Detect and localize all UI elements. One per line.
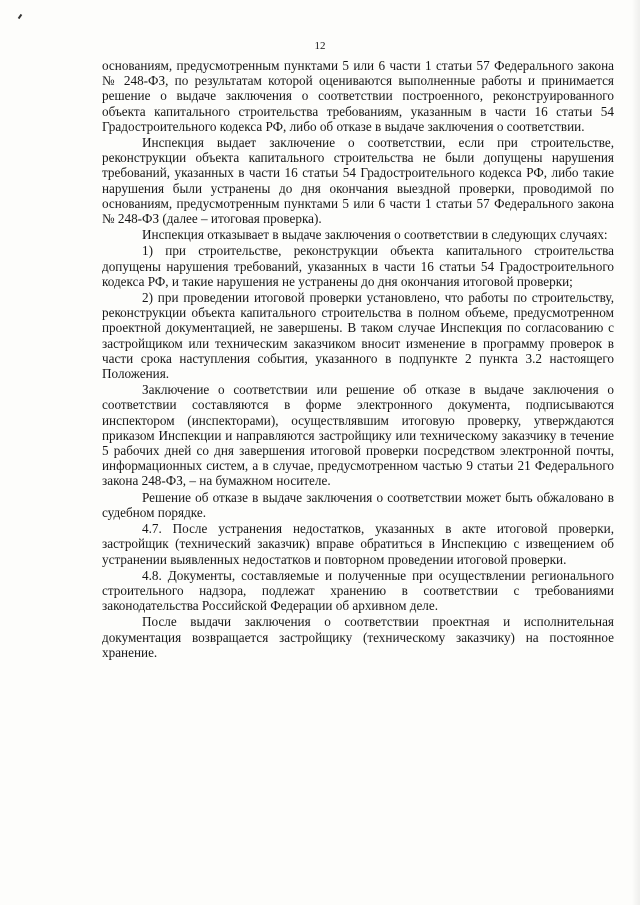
scan-edge-shadow [632,0,640,905]
list-item-2: 2) при проведении итоговой проверки установлено, что работы по строительству, реконструкции объекта капитального строительства в полном объеме, предусмотренном проектной документацией, не завершены. В таком случае Инспекция по согласованию с застройщиком или техническим заказчиком вносит изменение в программу проверок в части срока наступления события, указанного в подпункте 2 пункта 3.2 настоящего Положения. [102,290,614,382]
paragraph-refusal-intro: Инспекция отказывает в выдаче заключения о соответствии в следующих случаях: [142,227,608,243]
list-item-1: 1) при строительстве, реконструкции объекта капитального строительства допущены нарушения требований, указанных в части 16 статьи 54 Градостроительного кодекса РФ, и такие нарушения не устранены до дня окончания итоговой проверки; [102,243,614,289]
scan-mark [18,14,23,19]
page-number: 12 [314,40,326,52]
document-body [102,58,614,661]
paragraph-return-docs: После выдачи заключения о соответствии проектная и исполнительная документация возвращается застройщику (техническому заказчику) на постоянное хранение. [102,614,614,660]
paragraph-continuation: основаниям, предусмотренным пунктами 5 или 6 части 1 статьи 57 Федерального закона № 248-ФЗ, по результатам которой оцениваются выполненные работы и принимается решение о выдаче заключения о соответствии построенного, реконструированного объекта капитального строительства требованиям, указанным в части 16 статьи 54 Градостроительного кодекса РФ, либо об отказе в выдаче заключения о соответствии. [102,58,614,134]
paragraph-issue-conditions: Инспекция выдает заключение о соответствии, если при строительстве, реконструкции объекта капитального строительства не были допущены нарушения требований, указанных в части 16 статьи 54 Градостроительного кодекса РФ, либо такие нарушения были устранены до дня окончания выездной проверки, проводимой по основаниям, предусмотренным пунктами 5 или 6 части 1 статьи 57 Федерального закона № 248-ФЗ (далее – итоговая проверка). [102,135,614,227]
paragraph-appeal: Решение об отказе в выдаче заключения о соответствии может быть обжаловано в судебном порядке. [102,489,614,520]
paragraph-4-8: 4.8. Документы, составляемые и полученные при осуществлении регионального строительного надзора, подлежат хранению в соответствии с требованиями законодательства Российской Федерации об архивном деле. [102,567,614,614]
paragraph-4-7: 4.7. После устранения недостатков, указанных в акте итоговой проверки, застройщик (технический заказчик) вправе обратиться в Инспекцию с извещением об устранении выявленных недостатков и повторном проведении итоговой проверки. [102,521,614,567]
paragraph-electronic-form: Заключение о соответствии или решение об отказе в выдаче заключения о соответствии составляются в форме электронного документа, подписываются инспектором (инспекторами), осуществлявшим итоговую проверку, утверждаются приказом Инспекции и направляются застройщику или техническому заказчику в течение 5 рабочих дней со дня завершения итоговой проверки посредством электронной почты, информационных систем, а в случае, предусмотренном частью 9 статьи 21 Федерального закона 248-ФЗ, – на бумажном носителе. [102,382,614,489]
